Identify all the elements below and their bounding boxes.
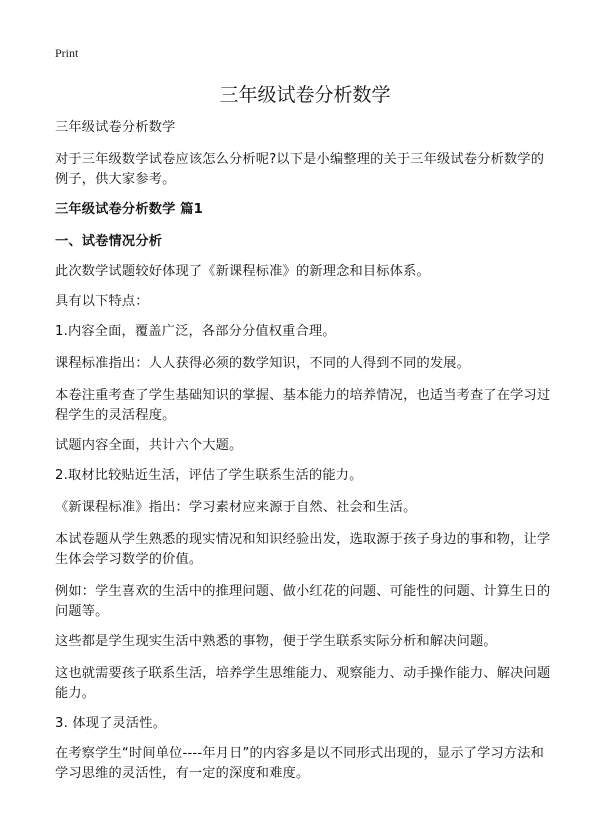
body-paragraph: 2.取材比较贴近生活，评估了学生联系生活的能力。: [55, 468, 363, 483]
subtitle-paragraph: 三年级试卷分析数学: [55, 120, 176, 135]
body-paragraph: 在考察学生“时间单位----年月日”的内容多是以不同形式出现的，显示了学习方法和学习思维的灵活性，有一定的深度和难度。: [55, 746, 545, 781]
document-title: 三年级试卷分析数学: [219, 84, 391, 106]
intro-paragraph: 对于三年级数学试卷应该怎么分析呢?以下是小编整理的关于三年级试卷分析数学的例子，供大家参考。: [55, 152, 545, 187]
print-link[interactable]: Print: [55, 46, 79, 60]
body-paragraph: 此次数学试题较好体现了《新课程标准》的新理念和目标体系。: [55, 264, 430, 279]
body-paragraph: 1.内容全面，覆盖广泛，各部分分值权重合理。: [55, 324, 336, 339]
body-paragraph: 具有以下特点：: [55, 294, 149, 309]
body-paragraph: 例如：学生喜欢的生活中的推理问题、做小红花的问题、可能性的问题、计算生日的问题等。: [55, 584, 551, 619]
body-paragraph: 3. 体现了灵活性。: [55, 716, 167, 731]
body-paragraph: 本卷注重考查了学生基础知识的掌握、基本能力的培养情况，也适当考查了在学习过程学生的灵活程度。: [55, 388, 551, 423]
body-paragraph: 这些都是学生现实生活中熟悉的事物，便于学生联系实际分析和解决问题。: [55, 634, 497, 649]
body-paragraph: 试题内容全面，共计六个大题。: [55, 438, 243, 453]
body-paragraph: 本试卷题从学生熟悉的现实情况和知识经验出发，选取源于孩子身边的事和物，让学生体会学习数学的价值。: [55, 532, 551, 567]
body-paragraph: 课程标准指出：人人获得必须的数学知识，不同的人得到不同的发展。: [55, 356, 471, 371]
body-paragraph: 《新课程标准》指出：学习素材应来源于自然、社会和生活。: [55, 500, 417, 515]
section-heading: 三年级试卷分析数学 篇1: [55, 202, 204, 217]
subsection-heading: 一、试卷情况分析: [55, 234, 163, 249]
body-paragraph: 这也就需要孩子联系生活，培养学生思维能力、观察能力、动手操作能力、解决问题能力。: [55, 666, 551, 701]
